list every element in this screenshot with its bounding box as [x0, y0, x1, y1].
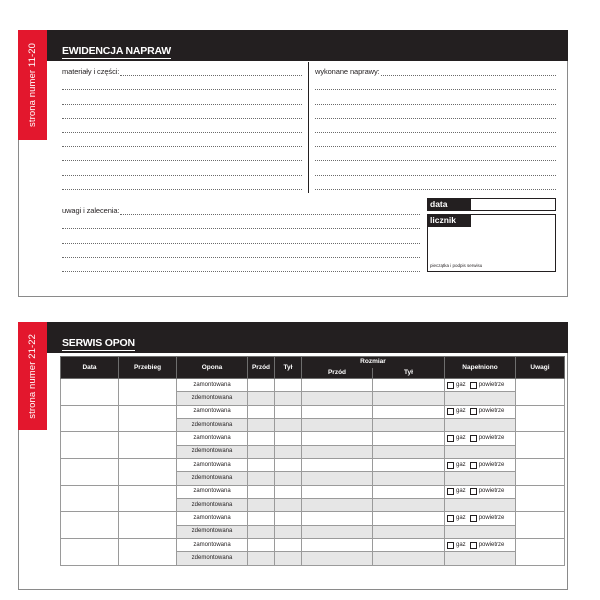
rear-cell — [275, 499, 302, 512]
notes-cell — [516, 379, 565, 406]
writing-line — [62, 105, 302, 119]
size-front-cell — [302, 432, 373, 445]
air-checkbox — [470, 408, 477, 415]
filled-cell — [445, 552, 516, 565]
gas-checkbox — [447, 515, 454, 522]
size-rear-cell — [373, 392, 445, 405]
size-front-cell — [302, 539, 373, 552]
size-rear-cell — [373, 379, 445, 392]
mileage-cell — [119, 405, 177, 432]
column-divider — [308, 62, 309, 193]
tire-status-mounted: zamontowana — [177, 432, 248, 445]
writing-line — [315, 119, 556, 133]
front-cell — [248, 472, 275, 485]
filled-cell — [445, 459, 516, 472]
date-cell — [61, 485, 119, 512]
filled-cell — [445, 472, 516, 485]
air-checkbox — [470, 462, 477, 469]
work-done-label: wykonane naprawy: — [315, 67, 380, 77]
section-title: SERWIS OPON — [62, 337, 135, 349]
gas-checkbox — [447, 542, 454, 549]
work-done-section — [315, 62, 556, 190]
rear-cell — [275, 445, 302, 458]
writing-line — [315, 161, 556, 175]
gas-checkbox — [447, 408, 454, 415]
header-front: Przód — [248, 357, 275, 379]
size-rear-cell — [373, 472, 445, 485]
air-checkbox — [470, 488, 477, 495]
mileage-cell — [119, 432, 177, 459]
rear-cell — [275, 459, 302, 472]
tire-row-mounted — [61, 539, 565, 552]
tire-status-dismounted: zdemontowana — [177, 499, 248, 512]
rear-cell — [275, 419, 302, 432]
header-notes: Uwagi — [516, 357, 565, 379]
writing-line — [62, 119, 302, 133]
notes-cell — [516, 512, 565, 539]
tire-status-dismounted: zdemontowana — [177, 525, 248, 538]
gas-checkbox — [447, 488, 454, 495]
writing-line — [62, 229, 420, 243]
header-rear: Tył — [275, 357, 302, 379]
filled-cell — [445, 499, 516, 512]
tire-status-mounted: zamontowana — [177, 459, 248, 472]
size-rear-cell — [373, 499, 445, 512]
page-range-strip — [18, 322, 47, 430]
tire-status-dismounted: zdemontowana — [177, 392, 248, 405]
notes-cell — [516, 405, 565, 432]
tire-status-dismounted: zdemontowana — [177, 472, 248, 485]
rear-cell — [275, 405, 302, 418]
gas-label: gaz — [456, 515, 466, 522]
writing-line — [62, 133, 302, 147]
header-size: Rozmiar — [302, 357, 445, 368]
filled-cell — [445, 525, 516, 538]
filled-cell — [445, 432, 516, 445]
repair-log-card — [18, 30, 568, 297]
writing-line — [62, 147, 302, 161]
gas-label: gaz — [456, 461, 466, 468]
writing-line — [62, 244, 420, 258]
size-front-cell — [302, 392, 373, 405]
size-rear-cell — [373, 432, 445, 445]
size-rear-cell — [373, 445, 445, 458]
tire-status-dismounted: zdemontowana — [177, 552, 248, 565]
filled-cell — [445, 405, 516, 418]
filled-options — [445, 488, 515, 495]
size-front-cell — [302, 419, 373, 432]
writing-line — [62, 76, 302, 90]
size-front-cell — [302, 445, 373, 458]
size-front-cell — [302, 472, 373, 485]
front-cell — [248, 512, 275, 525]
rear-cell — [275, 432, 302, 445]
tire-row-mounted — [61, 459, 565, 472]
date-field — [470, 198, 556, 211]
writing-line — [315, 105, 556, 119]
filled-cell — [445, 419, 516, 432]
header-tire: Opona — [177, 357, 248, 379]
tire-row-mounted — [61, 485, 565, 498]
recommendations-section — [62, 201, 420, 272]
air-checkbox — [470, 435, 477, 442]
air-checkbox — [470, 382, 477, 389]
gas-checkbox — [447, 382, 454, 389]
tire-status-dismounted: zdemontowana — [177, 445, 248, 458]
gas-label: gaz — [456, 435, 466, 442]
size-rear-cell — [373, 459, 445, 472]
tire-rows — [61, 379, 565, 566]
materials-line — [62, 62, 302, 76]
front-cell — [248, 485, 275, 498]
size-front-cell — [302, 405, 373, 418]
filled-options — [445, 462, 515, 469]
filled-options — [445, 542, 515, 549]
air-label: powietrze — [478, 381, 505, 388]
rear-cell — [275, 379, 302, 392]
writing-line — [62, 215, 420, 229]
tire-status-mounted: zamontowana — [177, 405, 248, 418]
odometer-tag: licznik — [427, 214, 471, 227]
air-label: powietrze — [478, 541, 505, 548]
size-front-cell — [302, 459, 373, 472]
tire-status-dismounted: zdemontowana — [177, 419, 248, 432]
rear-cell — [275, 539, 302, 552]
work-done-line — [315, 62, 556, 76]
tire-status-mounted: zamontowana — [177, 379, 248, 392]
size-rear-cell — [373, 419, 445, 432]
header-size-front: Przód — [302, 368, 373, 379]
header-filled: Napełniono — [445, 357, 516, 379]
filled-cell — [445, 512, 516, 525]
stamp-label: pieczątka i podpis serwisu — [430, 263, 483, 268]
date-cell — [61, 459, 119, 486]
air-label: powietrze — [478, 515, 505, 522]
front-cell — [248, 419, 275, 432]
air-checkbox — [470, 515, 477, 522]
filled-cell — [445, 485, 516, 498]
notes-cell — [516, 432, 565, 459]
size-rear-cell — [373, 405, 445, 418]
filled-options — [445, 435, 515, 442]
page-range-label: strona numer 21-22 — [27, 333, 38, 419]
mileage-cell — [119, 512, 177, 539]
size-front-cell — [302, 379, 373, 392]
rear-cell — [275, 552, 302, 565]
air-label: powietrze — [478, 435, 505, 442]
gas-checkbox — [447, 462, 454, 469]
filled-cell — [445, 539, 516, 552]
writing-line — [315, 90, 556, 104]
mileage-cell — [119, 485, 177, 512]
date-cell — [61, 432, 119, 459]
section-header-bar — [47, 322, 568, 353]
front-cell — [248, 539, 275, 552]
rear-cell — [275, 485, 302, 498]
materials-label: materiały i części: — [62, 67, 120, 77]
filled-cell — [445, 445, 516, 458]
materials-section — [62, 62, 302, 190]
writing-line — [62, 258, 420, 272]
size-front-cell — [302, 485, 373, 498]
front-cell — [248, 499, 275, 512]
air-checkbox — [470, 542, 477, 549]
mileage-cell — [119, 459, 177, 486]
writing-line — [120, 62, 302, 76]
tire-status-mounted: zamontowana — [177, 539, 248, 552]
filled-options — [445, 408, 515, 415]
recommendations-line — [62, 201, 420, 215]
tire-status-mounted: zamontowana — [177, 485, 248, 498]
front-cell — [248, 405, 275, 418]
tire-row-mounted — [61, 512, 565, 525]
tire-service-card — [18, 322, 568, 590]
date-tag: data — [427, 198, 471, 211]
page-range-label: strona numer 11-20 — [27, 42, 38, 127]
gas-label: gaz — [456, 381, 466, 388]
size-rear-cell — [373, 539, 445, 552]
writing-line — [381, 62, 556, 76]
rear-cell — [275, 512, 302, 525]
writing-line — [120, 201, 420, 215]
gas-label: gaz — [456, 408, 466, 415]
rear-cell — [275, 472, 302, 485]
front-cell — [248, 445, 275, 458]
front-cell — [248, 392, 275, 405]
mileage-cell — [119, 539, 177, 566]
header-size-rear: Tył — [373, 368, 445, 379]
size-front-cell — [302, 525, 373, 538]
filled-cell — [445, 379, 516, 392]
gas-checkbox — [447, 435, 454, 442]
writing-line — [315, 147, 556, 161]
date-cell — [61, 379, 119, 406]
rear-cell — [275, 525, 302, 538]
size-rear-cell — [373, 552, 445, 565]
page-range-strip — [18, 30, 47, 140]
front-cell — [248, 379, 275, 392]
size-front-cell — [302, 552, 373, 565]
writing-line — [62, 161, 302, 175]
tire-status-mounted: zamontowana — [177, 512, 248, 525]
front-cell — [248, 552, 275, 565]
size-rear-cell — [373, 512, 445, 525]
writing-line — [315, 176, 556, 190]
gas-label: gaz — [456, 541, 466, 548]
writing-line — [315, 76, 556, 90]
air-label: powietrze — [478, 408, 505, 415]
size-front-cell — [302, 499, 373, 512]
tire-row-mounted — [61, 379, 565, 392]
section-title: EWIDENCJA NAPRAW — [62, 45, 171, 57]
date-cell — [61, 539, 119, 566]
writing-line — [62, 90, 302, 104]
gas-label: gaz — [456, 488, 466, 495]
tire-row-mounted — [61, 405, 565, 418]
section-header-bar — [47, 30, 568, 61]
writing-line — [62, 176, 302, 190]
rear-cell — [275, 392, 302, 405]
air-label: powietrze — [478, 461, 505, 468]
header-date: Data — [61, 357, 119, 379]
front-cell — [248, 432, 275, 445]
tire-service-table — [60, 356, 565, 566]
notes-cell — [516, 485, 565, 512]
notes-cell — [516, 459, 565, 486]
size-rear-cell — [373, 525, 445, 538]
size-front-cell — [302, 512, 373, 525]
date-cell — [61, 512, 119, 539]
size-rear-cell — [373, 485, 445, 498]
front-cell — [248, 459, 275, 472]
front-cell — [248, 525, 275, 538]
header-mileage: Przebieg — [119, 357, 177, 379]
recommendations-label: uwagi i zalecenia: — [62, 206, 120, 216]
date-cell — [61, 405, 119, 432]
mileage-cell — [119, 379, 177, 406]
writing-line — [315, 133, 556, 147]
filled-cell — [445, 392, 516, 405]
notes-cell — [516, 539, 565, 566]
filled-options — [445, 515, 515, 522]
air-label: powietrze — [478, 488, 505, 495]
tire-row-mounted — [61, 432, 565, 445]
filled-options — [445, 382, 515, 389]
